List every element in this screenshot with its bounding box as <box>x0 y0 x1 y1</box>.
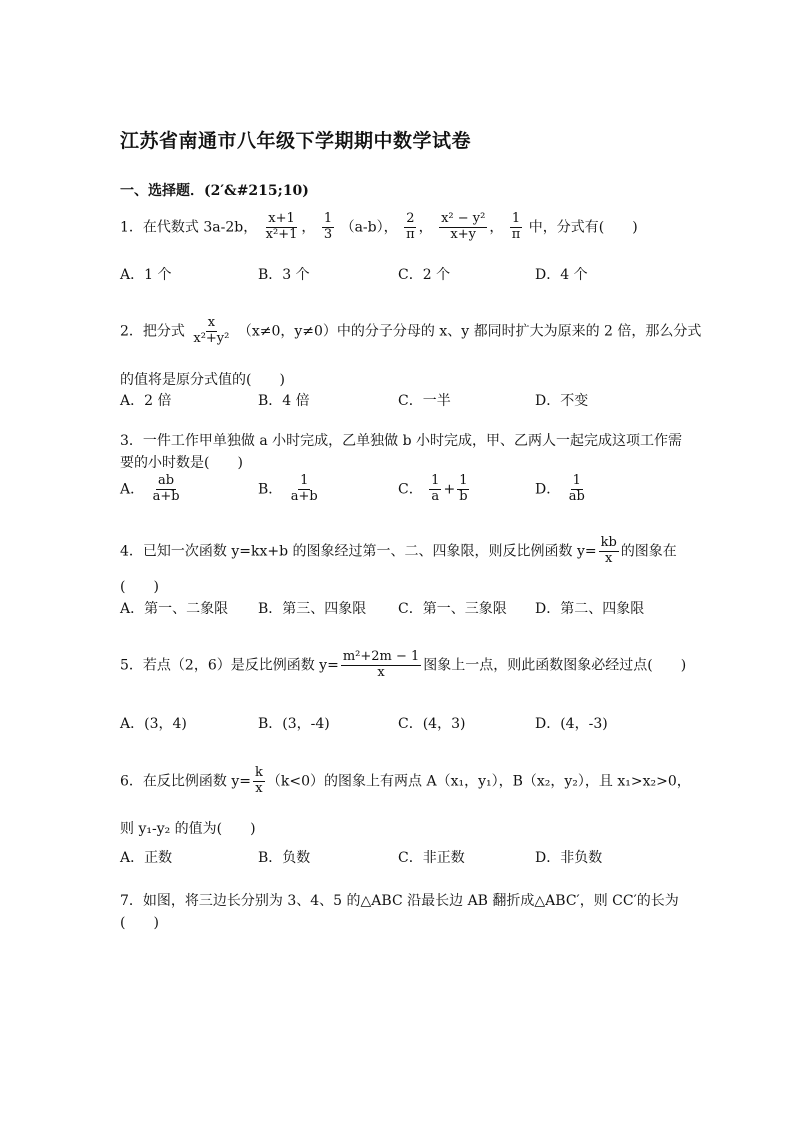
q3-c-d2: b <box>459 488 468 504</box>
question-6 <box>120 766 691 797</box>
q1-fraction-5 <box>510 212 523 243</box>
q3-option-c <box>398 474 472 505</box>
q1-f1-num: x+1 <box>268 211 295 226</box>
q2-option-b: B．4 倍 <box>258 393 310 409</box>
q4-option-b: B．第三、四象限 <box>258 601 367 617</box>
q4-option-a: A．第一、二象限 <box>120 601 229 617</box>
q7-line-2: ( ) <box>120 915 159 931</box>
q5-f1-num: m²+2m − 1 <box>342 649 420 664</box>
q5-option-d: D．(4，-3) <box>535 716 608 732</box>
q3-c-fraction-1 <box>429 474 441 505</box>
q4-f1-den: x <box>605 550 613 566</box>
q4-option-d: D．第二、四象限 <box>535 601 645 617</box>
q6-option-b: B．负数 <box>258 850 311 866</box>
question-5 <box>120 650 686 681</box>
q3-b-label: B． <box>258 481 283 498</box>
q6-fraction-1 <box>253 766 265 797</box>
q3-c-d1: a <box>431 488 440 504</box>
q1-fraction-3 <box>404 212 417 243</box>
q3-d-fraction <box>567 474 587 505</box>
q5-tail: 图象上一点，则此函数图象必经过点( ) <box>423 657 687 674</box>
q3-c-n1: 1 <box>431 473 440 488</box>
q6-f1-den: x <box>255 780 263 796</box>
q5-option-c: C．(4，3) <box>398 716 466 732</box>
q1-f5-num: 1 <box>511 211 521 226</box>
q6-option-c: C．非正数 <box>398 850 465 866</box>
q3-b-fraction <box>289 474 320 505</box>
q6-f1-num: k <box>255 765 263 780</box>
q2-f1-num: x <box>207 315 216 330</box>
q2-fraction-1 <box>191 316 231 347</box>
q2-option-c: C．一半 <box>398 393 451 409</box>
q3-option-a <box>120 474 184 505</box>
q1-fraction-1 <box>264 212 300 243</box>
q1-f4-den: x+y <box>450 226 476 242</box>
q1-option-d: D．4 个 <box>535 267 588 283</box>
q4-tail: 的图象在 <box>620 543 677 560</box>
q3-a-num: ab <box>158 473 175 488</box>
q1-f2-num: 1 <box>323 211 333 226</box>
q5-option-b: B．(3，-4) <box>258 716 330 732</box>
q1-f1-den: x²+1 <box>265 226 298 242</box>
q6-option-d: D．非负数 <box>535 850 603 866</box>
q5-option-a: A．(3，4) <box>120 716 187 732</box>
q1-option-a: A．1 个 <box>120 267 172 283</box>
q1-fraction-4 <box>439 212 487 243</box>
q4-line-2: ( ) <box>120 579 159 595</box>
q3-c-fraction-2 <box>457 474 469 505</box>
q3-b-den: a+b <box>290 488 318 504</box>
q3-c-plus: + <box>443 481 456 498</box>
q1-f3-den: π <box>406 226 415 242</box>
q6-lead: 6．在反比例函数 y= <box>120 773 251 790</box>
q2-tail: （x≠0，y≠0）中的分子分母的 x、y 都同时扩大为原来的 2 倍，那么分式 <box>237 323 702 340</box>
question-1: 1．在代数式 3a-2b， $\frac{x+1}{\text{x²+1}}$ ， $\frac{1}{3}$ （a-b）， $\frac{2}{\pi}$ ， $\frac{\text{x² − y²}}{x+y}$ ， $\frac{1}{\pi}$ 中，分式有( ) <box>120 211 638 242</box>
q2-lead: 2．把分式 <box>120 323 185 340</box>
q2-line-2: 的值将是原分式值的( ) <box>120 372 285 388</box>
q2-option-a: A．2 倍 <box>120 393 172 409</box>
q3-a-den: a+b <box>152 488 180 504</box>
q5-fraction-1 <box>341 650 421 681</box>
q5-f1-den: x <box>377 664 385 680</box>
q3-c-n2: 1 <box>459 473 468 488</box>
q7-line-1: 7．如图，将三边长分别为 3、4、5 的△ABC 沿最长边 AB 翻折成△ABC′，则 CC′的长为 <box>120 893 679 909</box>
q3-a-fraction <box>151 474 182 505</box>
page-title: 江苏省南通市八年级下学期期中数学试卷 <box>120 130 472 152</box>
q1-f3-num: 2 <box>406 211 415 226</box>
q3-d-label: D． <box>535 481 561 498</box>
section-heading: 一、选择题．(2′&#215;10) <box>120 183 309 199</box>
q1-f2-den: 3 <box>323 226 333 242</box>
q4-f1-num: kb <box>600 535 617 550</box>
q2-f1-den: x²+y² <box>193 330 230 346</box>
q4-fraction-1 <box>599 536 619 567</box>
q1-f4-num: x² − y² <box>441 211 486 226</box>
q4-lead: 4．已知一次函数 y=kx+b 的图象经过第一、二、四象限，则反比例函数 y= <box>120 543 597 560</box>
q1-option-c: C．2 个 <box>398 267 451 283</box>
q3-c-label: C． <box>398 481 423 498</box>
question-2 <box>120 316 701 347</box>
q2-option-d: D．不变 <box>535 393 589 409</box>
q1-lead: 1．在代数式 3a-2b， <box>120 219 258 236</box>
q3-d-num: 1 <box>572 473 581 488</box>
q6-option-a: A．正数 <box>120 850 173 866</box>
q1-f5-den: π <box>511 226 521 242</box>
q3-d-den: ab <box>568 488 585 504</box>
q1-tail: 中，分式有( ) <box>528 219 638 236</box>
q1-option-b: B．3 个 <box>258 267 310 283</box>
q6-line-2: 则 y₁-y₂ 的值为( ) <box>120 821 256 837</box>
q4-option-c: C．第一、三象限 <box>398 601 507 617</box>
q5-lead: 5．若点（2，6）是反比例函数 y= <box>120 657 339 674</box>
q3-a-label: A． <box>120 481 145 498</box>
q1-mid: （a-b）， <box>340 219 398 236</box>
q3-line-2: 要的小时数是( ) <box>120 455 243 471</box>
q3-line-1: 3．一件工作甲单独做 a 小时完成，乙单独做 b 小时完成，甲、乙两人一起完成这项工作需 <box>120 433 683 449</box>
q1-fraction-2 <box>322 212 334 243</box>
q6-tail: （k<0）的图象上有两点 A（x₁，y₁），B（x₂，y₂），且 x₁>x₂>0， <box>266 773 691 790</box>
q3-b-num: 1 <box>300 473 309 488</box>
q3-option-b <box>258 474 322 505</box>
q3-option-d <box>535 474 589 505</box>
question-4 <box>120 536 677 567</box>
